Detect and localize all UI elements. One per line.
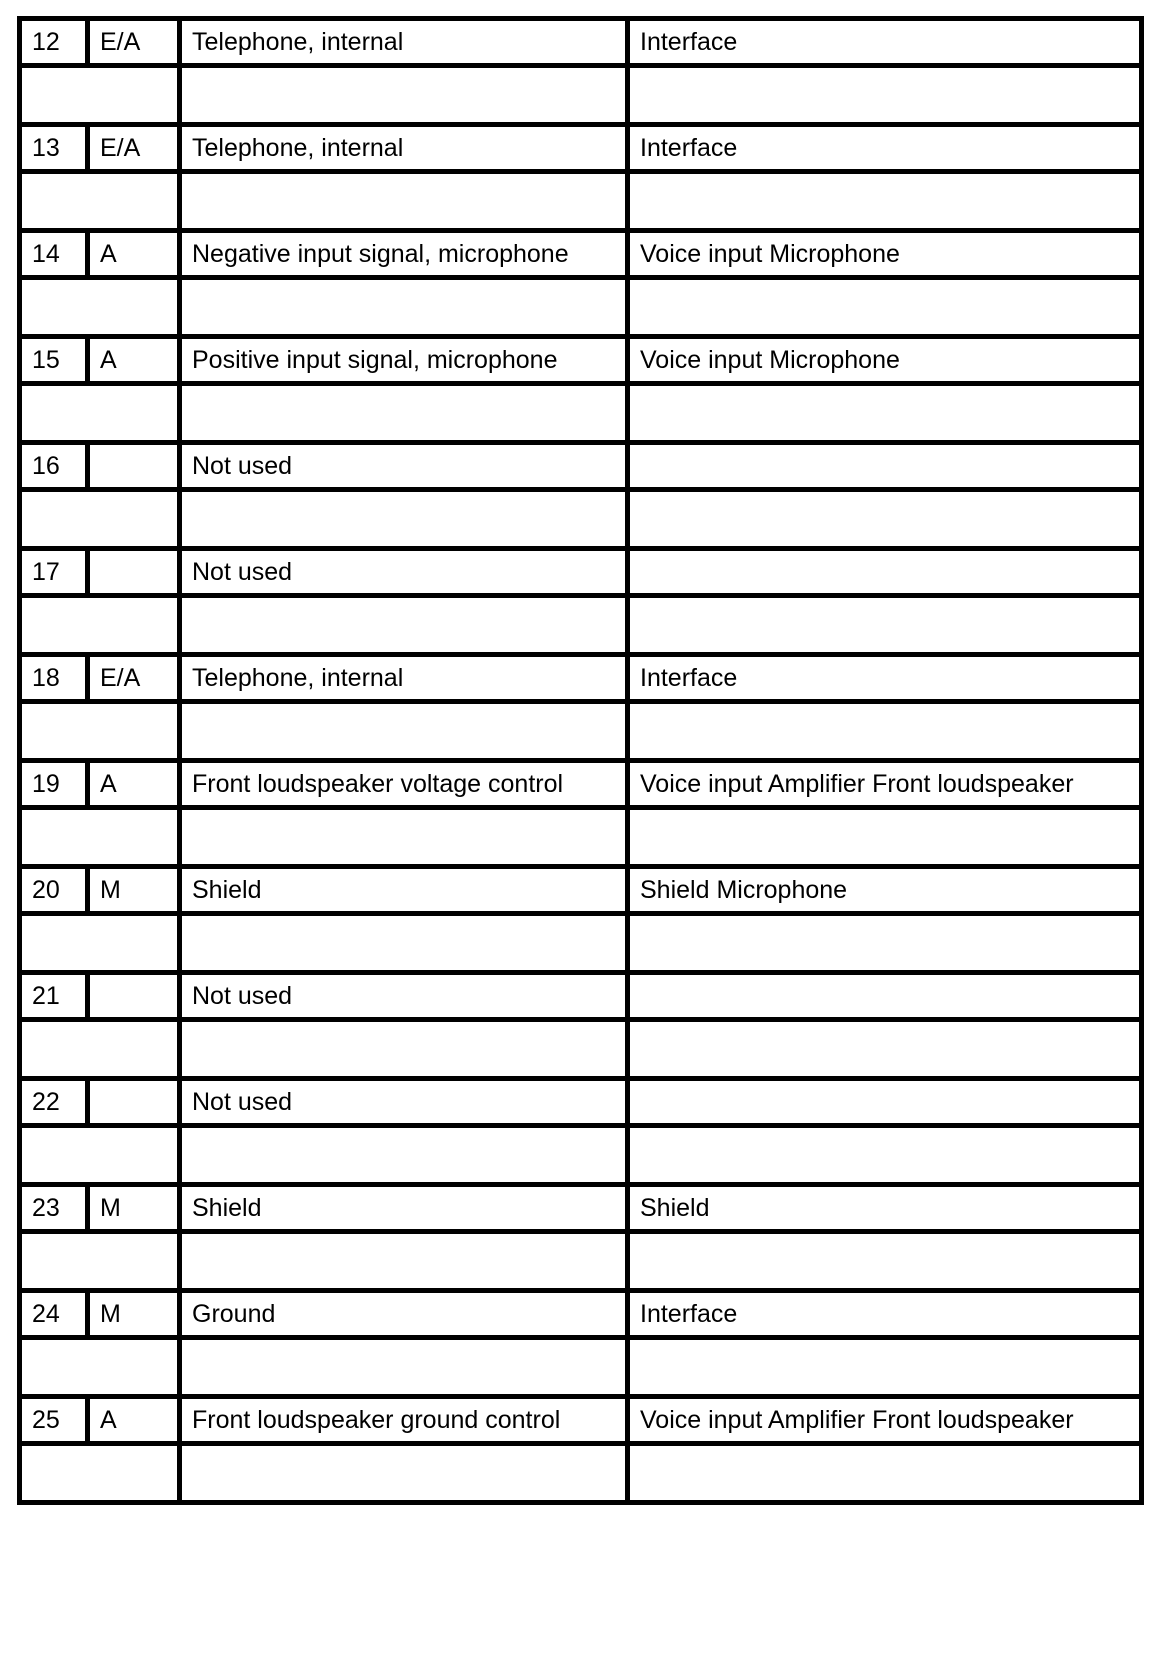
description-cell: Not used <box>180 1079 628 1126</box>
connection-cell: Voice input Amplifier Front loudspeaker <box>628 1397 1142 1444</box>
pin-row <box>20 973 1142 1020</box>
spacer-cell <box>180 1020 628 1079</box>
spacer-cell <box>180 1338 628 1397</box>
spacer-row <box>20 490 1142 549</box>
spacer-cell <box>628 278 1142 337</box>
spacer-cell <box>20 384 180 443</box>
signal-type-cell: E/A <box>88 125 180 172</box>
pin-number-cell: 21 <box>20 973 88 1020</box>
pin-number-cell: 19 <box>20 761 88 808</box>
spacer-cell <box>180 702 628 761</box>
pin-row <box>20 1291 1142 1338</box>
spacer-row <box>20 278 1142 337</box>
connection-cell: Shield Microphone <box>628 867 1142 914</box>
connection-cell <box>628 549 1142 596</box>
connection-cell: Voice input Microphone <box>628 231 1142 278</box>
pin-row <box>20 337 1142 384</box>
spacer-row <box>20 1444 1142 1503</box>
signal-type-cell <box>88 973 180 1020</box>
pin-row <box>20 655 1142 702</box>
spacer-row <box>20 384 1142 443</box>
spacer-cell <box>180 1444 628 1503</box>
spacer-row <box>20 66 1142 125</box>
spacer-cell <box>180 596 628 655</box>
signal-type-cell: M <box>88 1291 180 1338</box>
pin-row <box>20 443 1142 490</box>
pin-number-cell: 12 <box>20 19 88 66</box>
connection-cell <box>628 443 1142 490</box>
spacer-cell <box>20 278 180 337</box>
spacer-row <box>20 914 1142 973</box>
pin-row <box>20 1079 1142 1126</box>
pin-assignment-table <box>17 16 1144 1505</box>
spacer-cell <box>180 172 628 231</box>
spacer-row <box>20 1232 1142 1291</box>
spacer-cell <box>180 808 628 867</box>
spacer-cell <box>628 1338 1142 1397</box>
description-cell: Shield <box>180 1185 628 1232</box>
spacer-cell <box>180 914 628 973</box>
spacer-cell <box>20 1338 180 1397</box>
pin-number-cell: 24 <box>20 1291 88 1338</box>
pin-number-cell: 23 <box>20 1185 88 1232</box>
spacer-cell <box>20 914 180 973</box>
description-cell: Not used <box>180 973 628 1020</box>
connection-cell: Voice input Microphone <box>628 337 1142 384</box>
spacer-cell <box>628 66 1142 125</box>
description-cell: Positive input signal, microphone <box>180 337 628 384</box>
spacer-cell <box>628 1444 1142 1503</box>
spacer-cell <box>180 1232 628 1291</box>
pin-row <box>20 125 1142 172</box>
spacer-cell <box>628 808 1142 867</box>
spacer-row <box>20 1126 1142 1185</box>
connection-cell: Interface <box>628 125 1142 172</box>
spacer-cell <box>628 1126 1142 1185</box>
pin-number-cell: 18 <box>20 655 88 702</box>
pin-row <box>20 1397 1142 1444</box>
spacer-cell <box>20 1126 180 1185</box>
spacer-cell <box>20 172 180 231</box>
signal-type-cell <box>88 549 180 596</box>
connection-cell <box>628 973 1142 1020</box>
spacer-cell <box>20 596 180 655</box>
spacer-row <box>20 808 1142 867</box>
spacer-cell <box>628 172 1142 231</box>
description-cell: Not used <box>180 443 628 490</box>
description-cell: Front loudspeaker voltage control <box>180 761 628 808</box>
spacer-cell <box>628 596 1142 655</box>
pin-row <box>20 19 1142 66</box>
connection-cell: Voice input Amplifier Front loudspeaker <box>628 761 1142 808</box>
pin-row <box>20 761 1142 808</box>
description-cell: Shield <box>180 867 628 914</box>
connection-cell: Interface <box>628 655 1142 702</box>
connection-cell: Interface <box>628 1291 1142 1338</box>
pin-number-cell: 17 <box>20 549 88 596</box>
spacer-cell <box>628 702 1142 761</box>
spacer-cell <box>180 1126 628 1185</box>
spacer-row <box>20 172 1142 231</box>
signal-type-cell: E/A <box>88 19 180 66</box>
spacer-cell <box>628 914 1142 973</box>
spacer-row <box>20 702 1142 761</box>
description-cell: Not used <box>180 549 628 596</box>
signal-type-cell <box>88 443 180 490</box>
spacer-cell <box>180 278 628 337</box>
description-cell: Telephone, internal <box>180 125 628 172</box>
pin-number-cell: 16 <box>20 443 88 490</box>
spacer-row <box>20 596 1142 655</box>
spacer-cell <box>628 490 1142 549</box>
pin-row <box>20 867 1142 914</box>
pin-number-cell: 20 <box>20 867 88 914</box>
spacer-cell <box>628 1232 1142 1291</box>
pin-number-cell: 22 <box>20 1079 88 1126</box>
pin-number-cell: 25 <box>20 1397 88 1444</box>
spacer-cell <box>180 384 628 443</box>
spacer-cell <box>628 384 1142 443</box>
connection-cell: Interface <box>628 19 1142 66</box>
spacer-cell <box>628 1020 1142 1079</box>
pin-row <box>20 231 1142 278</box>
pin-number-cell: 13 <box>20 125 88 172</box>
spacer-cell <box>20 1020 180 1079</box>
signal-type-cell: A <box>88 761 180 808</box>
spacer-cell <box>20 490 180 549</box>
spacer-cell <box>20 66 180 125</box>
spacer-cell <box>20 808 180 867</box>
signal-type-cell <box>88 1079 180 1126</box>
signal-type-cell: A <box>88 1397 180 1444</box>
connection-cell <box>628 1079 1142 1126</box>
signal-type-cell: M <box>88 867 180 914</box>
spacer-row <box>20 1020 1142 1079</box>
pin-number-cell: 14 <box>20 231 88 278</box>
signal-type-cell: E/A <box>88 655 180 702</box>
description-cell: Front loudspeaker ground control <box>180 1397 628 1444</box>
description-cell: Telephone, internal <box>180 19 628 66</box>
description-cell: Ground <box>180 1291 628 1338</box>
spacer-cell <box>180 490 628 549</box>
signal-type-cell: A <box>88 337 180 384</box>
pin-row <box>20 549 1142 596</box>
connection-cell: Shield <box>628 1185 1142 1232</box>
signal-type-cell: A <box>88 231 180 278</box>
spacer-row <box>20 1338 1142 1397</box>
signal-type-cell: M <box>88 1185 180 1232</box>
spacer-cell <box>180 66 628 125</box>
description-cell: Telephone, internal <box>180 655 628 702</box>
spacer-cell <box>20 702 180 761</box>
pin-number-cell: 15 <box>20 337 88 384</box>
pin-row <box>20 1185 1142 1232</box>
description-cell: Negative input signal, microphone <box>180 231 628 278</box>
spacer-cell <box>20 1444 180 1503</box>
spacer-cell <box>20 1232 180 1291</box>
pin-table-body <box>20 19 1142 1503</box>
